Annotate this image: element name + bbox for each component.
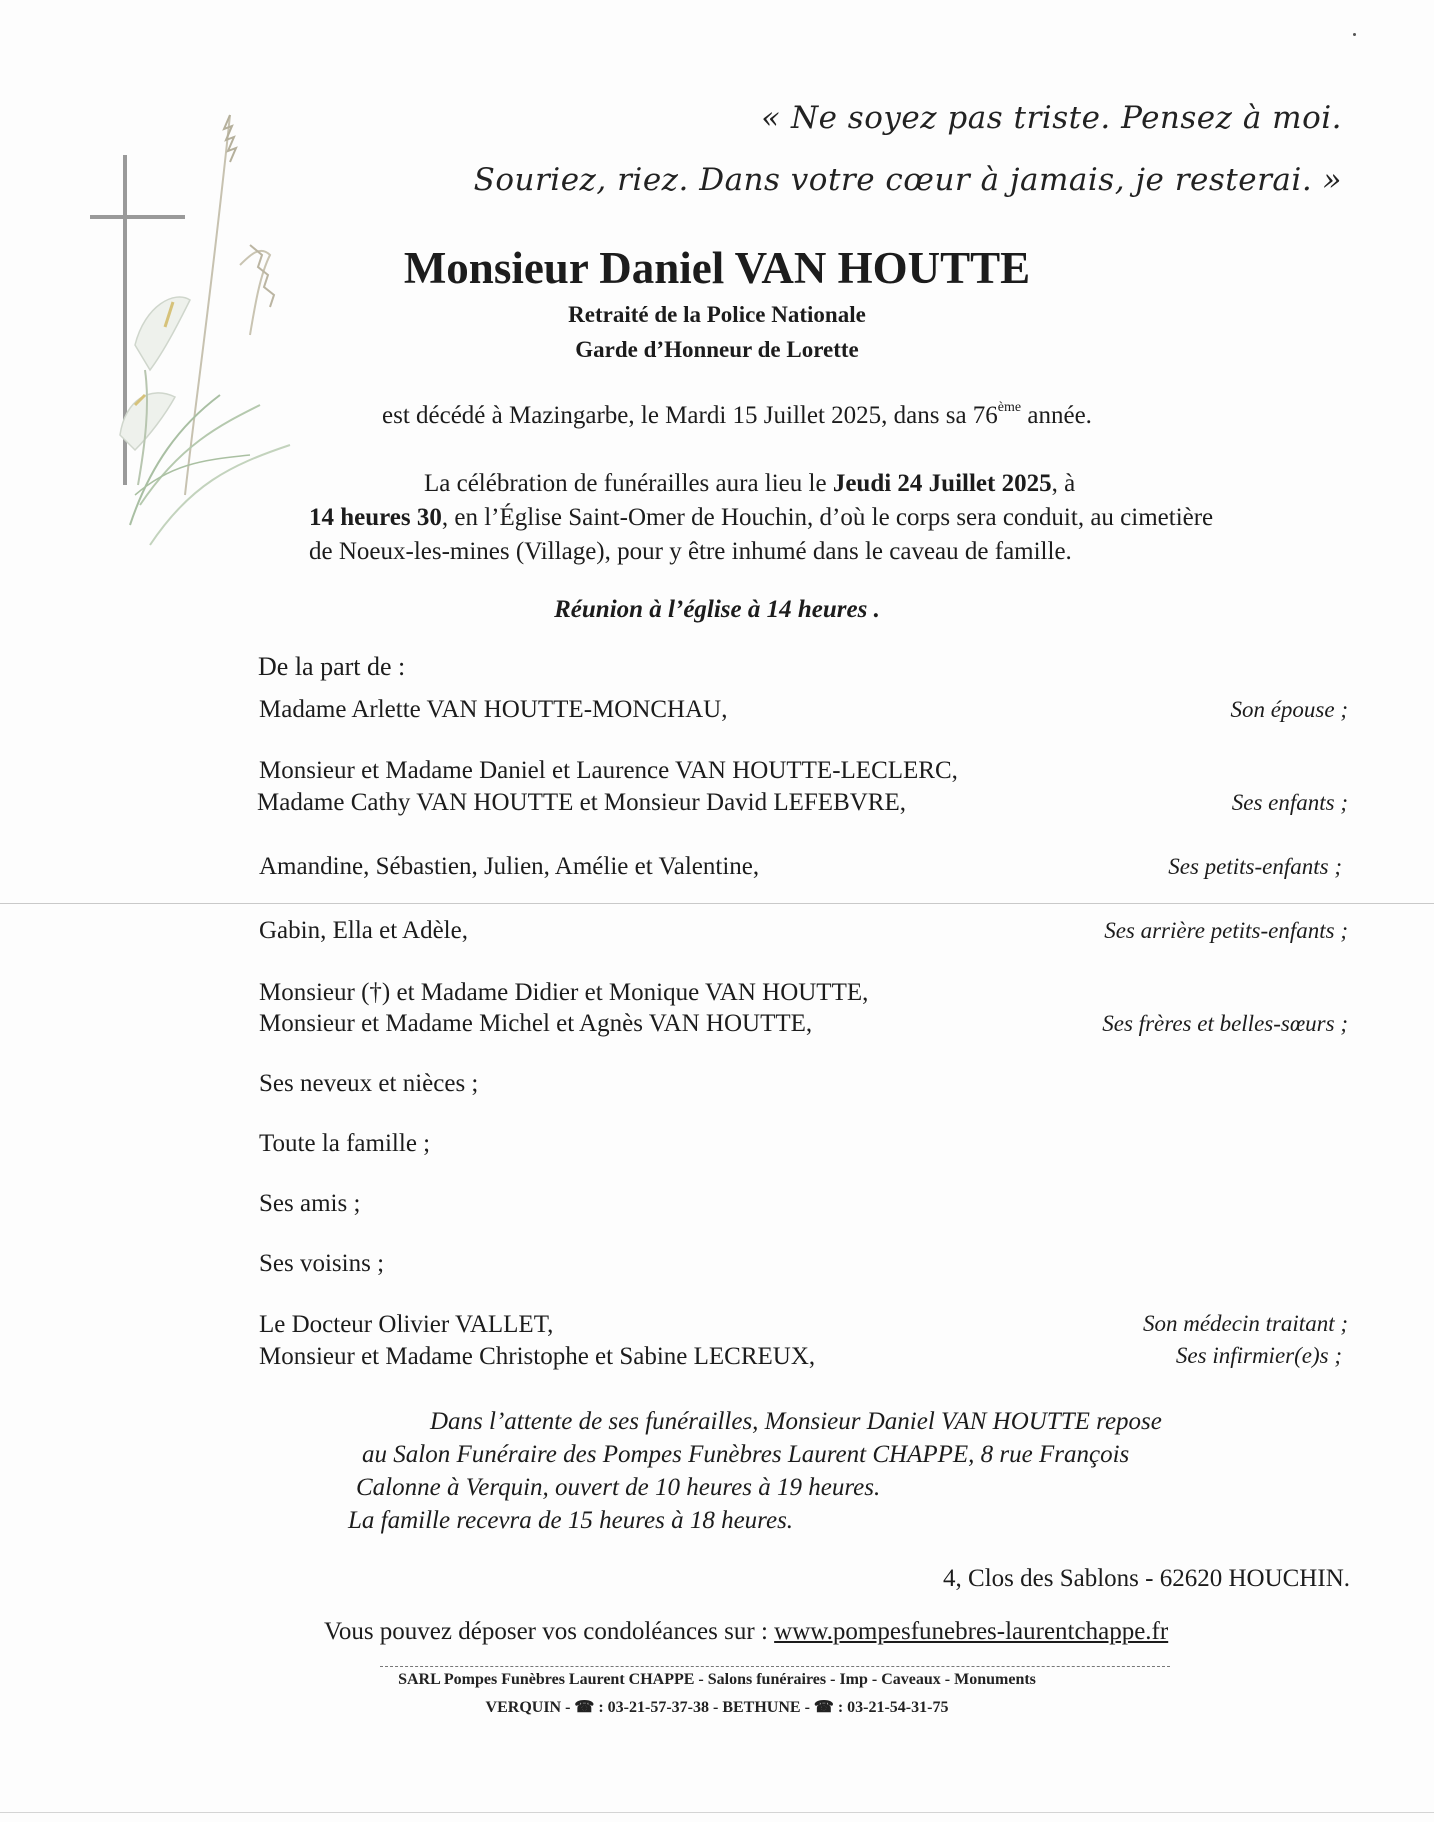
family-nurses: Monsieur et Madame Christophe et Sabine LECREUX,: [259, 1343, 816, 1370]
family-siblings-1: Monsieur (†) et Madame Didier et Monique VAN HOUTTE,: [259, 979, 869, 1006]
role-spouse: Son épouse ;: [1230, 697, 1348, 722]
role-doctor: Son médecin traitant ;: [1142, 1311, 1348, 1336]
family-doctor: Le Docteur Olivier VALLET,: [259, 1311, 554, 1338]
corner-mark: [1353, 33, 1356, 36]
family-great-grandchildren: Gabin, Ella et Adèle,: [259, 917, 468, 944]
salon-line-1: Dans l’attente de ses funérailles, Monsieur Daniel VAN HOUTTE repose: [430, 1408, 1162, 1435]
salon-line-3: Calonne à Verquin, ouvert de 10 heures à 19 heures.: [356, 1474, 881, 1501]
family-neighbours: Ses voisins ;: [259, 1250, 385, 1277]
condolences-link[interactable]: www.pompesfunebres-laurentchappe.fr: [774, 1618, 1169, 1645]
page-edge: [0, 1812, 1434, 1813]
family-nephews: Ses neveux et nièces ;: [259, 1070, 479, 1097]
salon-line-4: La famille recevra de 15 heures à 18 heures.: [348, 1507, 794, 1534]
ceremony-line-2: 14 heures 30, en l’Église Saint-Omer de Houchin, d’où le corps sera conduit, au cimetière: [309, 504, 1214, 531]
subtitle-profession: Retraité de la Police Nationale: [568, 302, 866, 327]
death-announcement: est décédé à Mazingarbe, le Mardi 15 Juillet 2025, dans sa 76ème année.: [382, 400, 1092, 429]
family-friends: Ses amis ;: [259, 1190, 361, 1217]
role-siblings: Ses frères et belles-sœurs ;: [1102, 1011, 1348, 1036]
deceased-name: Monsieur Daniel VAN HOUTTE: [403, 243, 1031, 293]
family-spouse: Madame Arlette VAN HOUTTE-MONCHAU,: [259, 696, 728, 723]
role-grandchildren: Ses petits-enfants ;: [1168, 854, 1342, 879]
quote-line-1: « Ne soyez pas triste. Pensez à moi.: [761, 100, 1342, 136]
family-intro: De la part de :: [258, 652, 406, 681]
role-children: Ses enfants ;: [1231, 790, 1348, 815]
family-all: Toute la famille ;: [259, 1130, 431, 1157]
salon-line-2: au Salon Funéraire des Pompes Funèbres Laurent CHAPPE, 8 rue François: [362, 1441, 1130, 1468]
family-grandchildren: Amandine, Sébastien, Julien, Amélie et Valentine,: [259, 853, 760, 880]
role-nurses: Ses infirmier(e)s ;: [1175, 1343, 1342, 1368]
role-great-grandchildren: Ses arrière petits-enfants ;: [1104, 918, 1348, 943]
ceremony-line-3: de Noeux-les-mines (Village), pour y être inhumé dans le caveau de famille.: [309, 538, 1072, 565]
funeral-home-address: 4, Clos des Sablons - 62620 HOUCHIN.: [943, 1565, 1350, 1592]
family-siblings-2: Monsieur et Madame Michel et Agnès VAN HOUTTE,: [259, 1010, 813, 1037]
ceremony-line-1: La célébration de funérailles aura lieu le Jeudi 24 Juillet 2025, à: [424, 470, 1076, 497]
family-children-2: Madame Cathy VAN HOUTTE et Monsieur David LEFEBVRE,: [257, 789, 906, 816]
subtitle-honour: Garde d’Honneur de Lorette: [575, 337, 859, 362]
family-children-1: Monsieur et Madame Daniel et Laurence VAN HOUTTE-LECLERC,: [259, 757, 958, 784]
condolences-line: Vous pouvez déposer vos condoléances sur : www.pompesfunebres-laurentchappe.fr: [324, 1618, 1169, 1645]
footer-divider: [380, 1666, 1170, 1667]
quote-line-2: Souriez, riez. Dans votre cœur à jamais, je resterai. »: [473, 162, 1342, 198]
footer-company: SARL Pompes Funèbres Laurent CHAPPE - Salons funéraires - Imp - Caveaux - Monuments: [398, 1671, 1036, 1688]
fold-line: [0, 903, 1434, 904]
footer-phones: VERQUIN - ☎ : 03-21-57-37-38 - BETHUNE - ☎ : 03-21-54-31-75: [485, 1699, 949, 1716]
reunion-note: Réunion à l’église à 14 heures .: [554, 596, 880, 623]
